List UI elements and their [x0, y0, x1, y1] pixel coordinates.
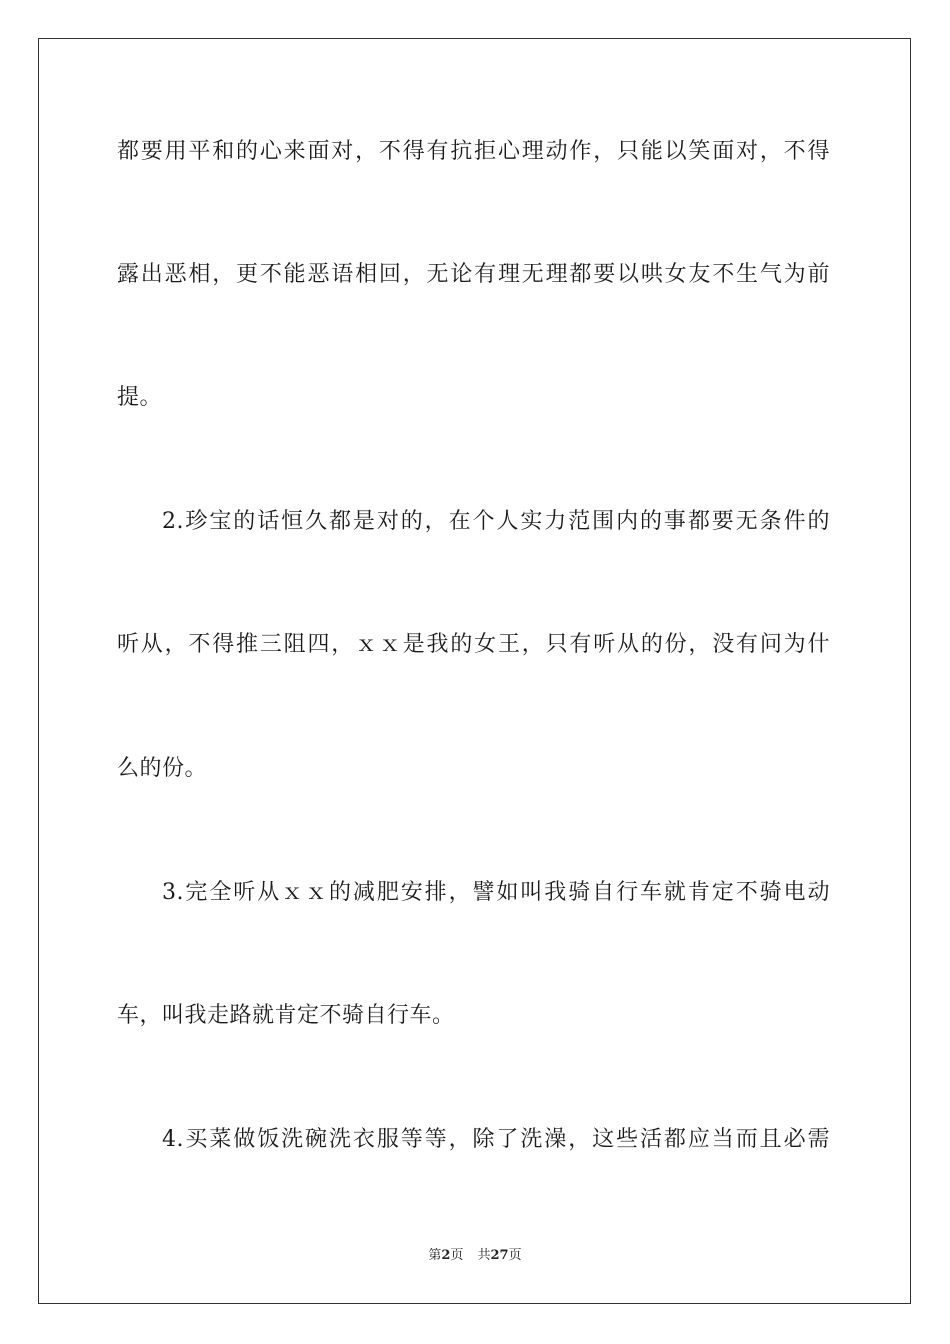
- body-text-line: 么的份。: [117, 756, 208, 781]
- page-border: [38, 38, 911, 1304]
- page-prefix: 第: [428, 1248, 442, 1263]
- list-item-4-line: 4.买菜做饭洗碗洗衣服等等，除了洗澡，这些活都应当而且必需: [162, 1127, 830, 1152]
- page-footer: [0, 1247, 950, 1265]
- list-item-2-line: 2.珍宝的话恒久都是对的，在个人实力范围内的事都要无条件的: [162, 509, 830, 534]
- body-text-line: 车，叫我走路就肯定不骑自行车。: [117, 1003, 455, 1028]
- body-text-line: 都要用平和的心来面对，不得有抗拒心理动作，只能以笑面对，不得: [117, 139, 830, 164]
- page-number: 2: [441, 1248, 451, 1263]
- body-text-line: 听从，不得推三阻四，ｘｘ是我的女王，只有听从的份，没有问为什: [117, 632, 830, 657]
- total-unit: 页: [508, 1248, 522, 1263]
- total-prefix: 共: [477, 1248, 491, 1263]
- body-text-line: 提。: [117, 385, 163, 410]
- body-text-line: 露出恶相，更不能恶语相回，无论有理无理都要以哄女友不生气为前: [117, 262, 830, 287]
- total-pages: 27: [490, 1248, 509, 1263]
- list-item-3-line: 3.完全听从ｘｘ的减肥安排，譬如叫我骑自行车就肯定不骑电动: [162, 880, 830, 905]
- page-unit: 页: [450, 1248, 464, 1263]
